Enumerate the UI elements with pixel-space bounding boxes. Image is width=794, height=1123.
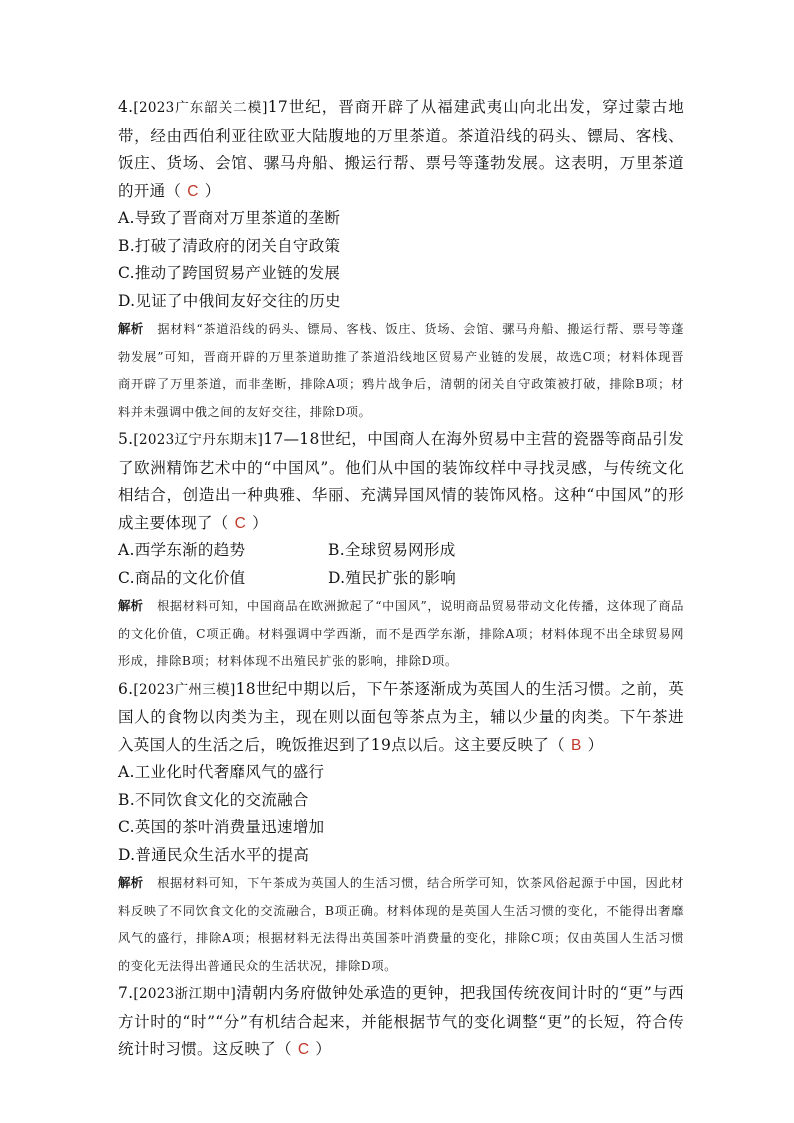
option-d: D.普通民众生活水平的提高 — [118, 845, 310, 864]
analysis-text: 根据材料可知，下午茶成为英国人的生活习惯，结合所学可知，饮茶风俗起源于中国，因此材料反映了不同饮食文化的交流融合，B项正确。材料体现的是英国人生活习惯的变化，不能得出奢靡风气的盛行，排除A项；根据材料无法得出英国茶叶消费量的变化，排除C项；仅由英国人生活习惯的变化无法得出普通民众的生活状况，排除D项。 — [118, 876, 684, 973]
question-4 — [118, 94, 684, 426]
option-a: A.导致了晋商对万里茶道的垄断 — [118, 209, 341, 227]
question-5 — [118, 426, 684, 676]
analysis — [118, 315, 684, 426]
answer-letter: B — [570, 736, 582, 754]
analysis-text: 据材料“茶道沿线的码头、镖局、客栈、饭庄、货场、会馆、骡马舟船、搬运行帮、票号等蓬勃发展”可知，晋商开辟的万里茶道助推了茶道沿线地区贸易产业链的发展，故选C项；材料体现晋商开辟了万里茶道，而非垄断，排除A项；鸦片战争后，清朝的闭关自守政策被打破，排除B项；材料并未强调中俄之间的友好交往，排除D项。 — [118, 322, 684, 419]
option-a: A.西学东渐的趋势 — [118, 541, 246, 559]
analysis-text: 根据材料可知，中国商品在欧洲掀起了“中国风”，说明商品贸易带动文化传播，这体现了商品的文化价值，C项正确。材料强调中学西渐，而不是西学东渐，排除A项；材料体现不出全球贸易网形成，排除B项；材料体现不出殖民扩张的影响，排除D项。 — [118, 599, 684, 668]
option-a: A.工业化时代奢靡风气的盛行 — [118, 763, 325, 781]
question-number: 4. — [118, 98, 134, 116]
analysis-label: 解析 — [118, 875, 144, 890]
analysis — [118, 592, 684, 676]
question-stem — [118, 676, 684, 760]
option-row — [118, 565, 684, 593]
analysis-label: 解析 — [118, 321, 144, 336]
question-source: [2023辽宁丹东期末] — [133, 432, 264, 448]
answer-letter: C — [297, 1041, 310, 1058]
option-b: B.打破了清政府的闭关自守政策 — [118, 236, 341, 255]
option-b: B.不同饮食文化的交流融合 — [118, 790, 309, 809]
question-number: 5. — [118, 430, 134, 448]
question-7 — [118, 980, 684, 1064]
question-stem — [118, 980, 684, 1064]
analysis-label: 解析 — [118, 598, 144, 613]
option-b: B.全球贸易网形成 — [328, 541, 456, 559]
answer-letter: C — [187, 182, 199, 200]
analysis — [118, 869, 684, 980]
answer-close: ） — [587, 735, 604, 754]
answer-close: ） — [315, 1040, 332, 1058]
question-stem — [118, 426, 684, 537]
answer-close: ） — [204, 181, 221, 200]
question-source: [2023广州三模] — [133, 681, 236, 698]
option-c: C.推动了跨国贸易产业链的发展 — [118, 264, 341, 282]
option-c: C.商品的文化价值 — [118, 568, 246, 587]
question-number: 6. — [118, 679, 134, 698]
option-c: C.英国的茶叶消费量迅速增加 — [118, 818, 325, 836]
question-source: [2023浙江期中] — [133, 986, 237, 1002]
option-row — [118, 537, 684, 565]
question-number: 7. — [118, 984, 134, 1002]
answer-close: ） — [252, 513, 268, 532]
option-d: D.见证了中俄间友好交往的历史 — [118, 291, 341, 310]
question-text: 17世纪，晋商开辟了从福建武夷山向北出发，穿过蒙古地带，经由西伯利亚往欧亚大陆腹地的万里茶道。茶道沿线的码头、镖局、客栈、饭庄、货场、会馆、骡马舟船、搬运行帮、票号等蓬勃发展。这表明，万里茶道的开通（ — [118, 98, 684, 200]
answer-letter: C — [234, 514, 247, 532]
question-source: [2023广东韶关二模] — [133, 100, 268, 116]
question-text: 18世纪中期以后，下午茶逐渐成为英国人的生活习惯。之前，英国人的食物以肉类为主，现在则以面包等茶点为主，辅以少量的肉类。下午茶进入英国人的生活之后，晚饭推迟到了19点以后。这主要反映了（ — [118, 679, 684, 754]
question-text: 17—18世纪，中国商人在海外贸易中主营的瓷器等商品引发了欧洲精饰艺术中的“中国风”。他们从中国的装饰纹样中寻找灵感，与传统文化相结合，创造出一种典雅、华丽、充满异国风情的装饰风格。这种“中国风”的形成主要体现了（ — [118, 430, 684, 532]
question-6 — [118, 676, 684, 981]
option-d: D.殖民扩张的影响 — [328, 568, 457, 587]
question-text: 清朝内务府做钟处承造的更钟，把我国传统夜间计时的“更”与西方计时的“时”“分”有机结合起来，并能根据节气的变化调整“更”的长短，符合传统计时习惯。这反映了（ — [118, 984, 684, 1058]
question-stem — [118, 94, 684, 205]
